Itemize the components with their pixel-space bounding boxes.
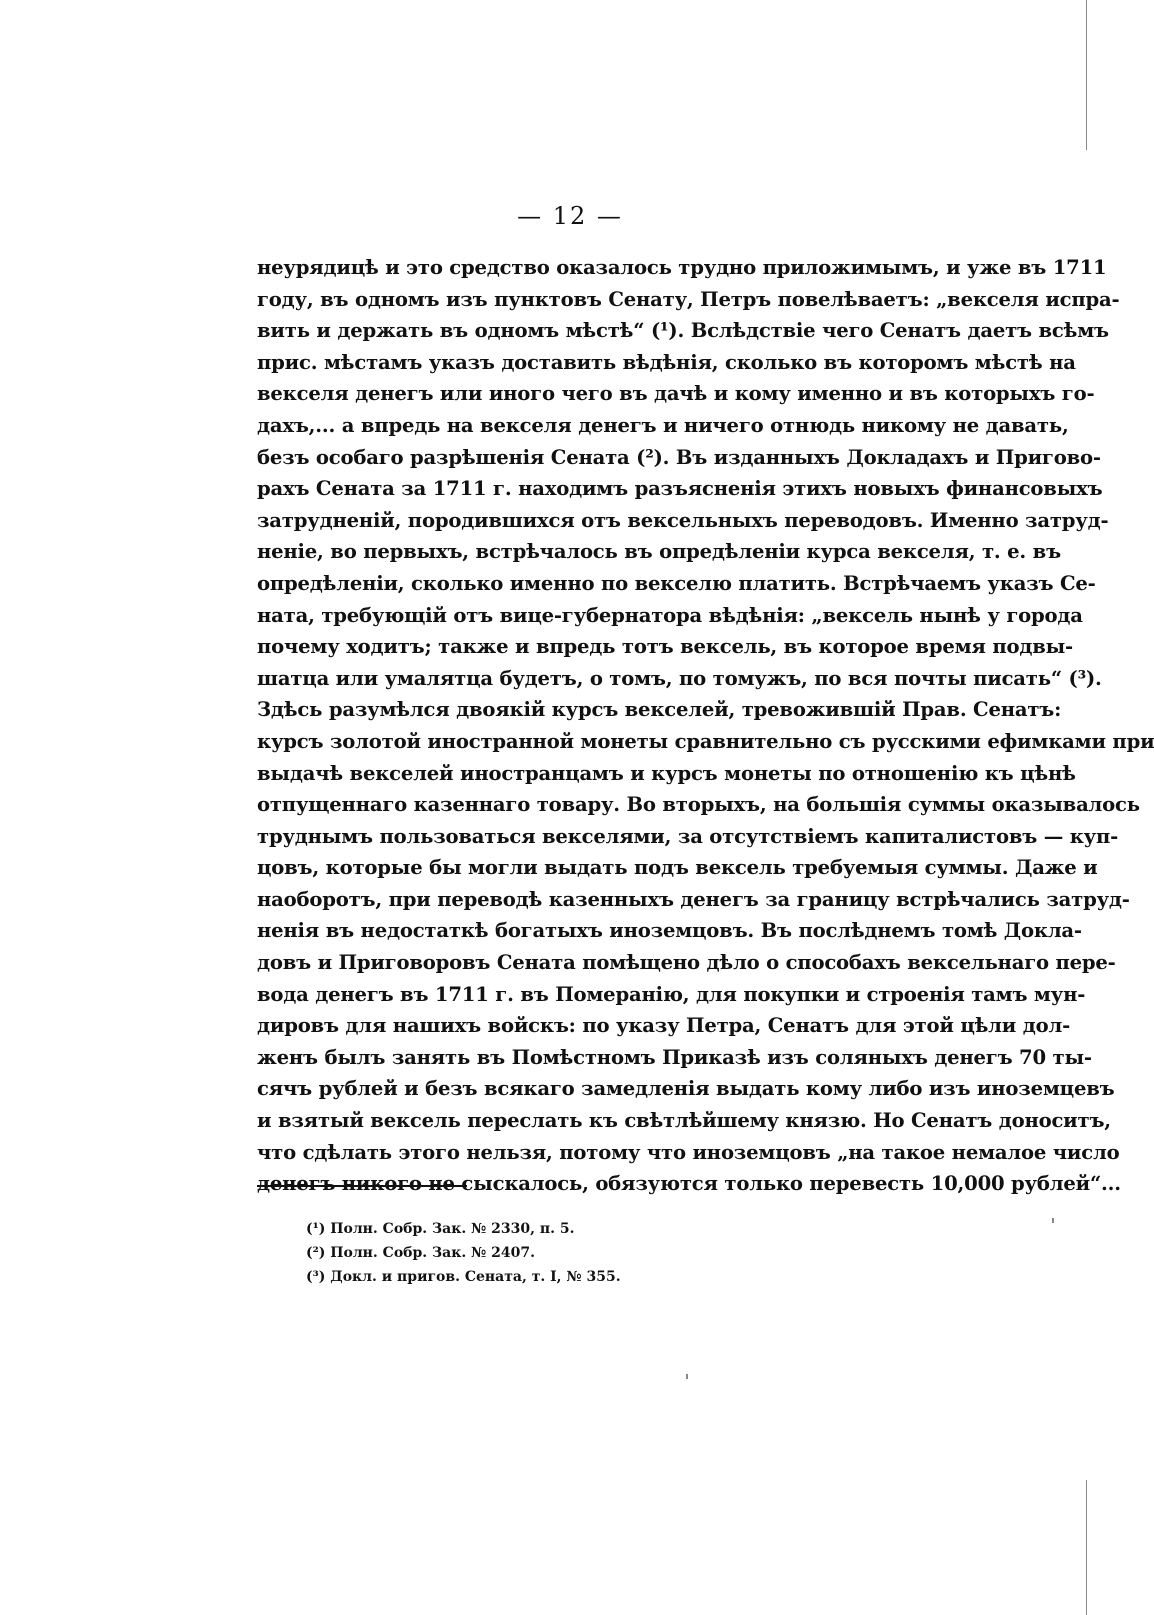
body-text bbox=[257, 252, 1154, 1200]
body-line: ненія въ недостаткѣ богатыхъ иноземцовъ. Въ послѣднемъ томѣ Докла- bbox=[257, 919, 1082, 943]
body-line: что сдѣлать этого нельзя, потому что иноземцовъ „на такое немалое число bbox=[257, 1140, 1120, 1164]
body-line: и взятый вексель переслать къ свѣтлѣйшему князю. Но Сенатъ доноситъ, bbox=[257, 1109, 1111, 1133]
body-line: дировъ для нашихъ войскъ: по указу Петра, Сенатъ для этой цѣли дол- bbox=[257, 1014, 1071, 1038]
body-line: рахъ Сената за 1711 г. находимъ разъясненія этихъ новыхъ финансовыхъ bbox=[257, 477, 1103, 501]
scan-speck bbox=[686, 1374, 688, 1379]
body-line: неурядицѣ и это средство оказалось трудно приложимымъ, и уже въ 1711 bbox=[257, 256, 1107, 279]
body-line: сячъ рублей и безъ всякаго замедленія выдать кому либо изъ иноземцевъ bbox=[257, 1077, 1115, 1101]
page-number: — 12 — bbox=[517, 202, 623, 230]
scan-speck bbox=[1052, 1218, 1054, 1223]
body-line: наоборотъ, при переводѣ казенныхъ денегъ за границу встрѣчались затруд- bbox=[257, 887, 1130, 911]
footnote: (³) Докл. и пригов. Сената, т. I, № 355. bbox=[306, 1269, 621, 1285]
body-line: денегъ никого не сыскалось, обязуются только перевесть 10,000 рублей“... bbox=[257, 1172, 1121, 1196]
footnote: (²) Полн. Собр. Зак. № 2407. bbox=[306, 1245, 535, 1261]
body-line: вить и держать въ одномъ мѣстѣ“ (¹). Вслѣдствіе чего Сенатъ даетъ всѣмъ bbox=[257, 319, 1109, 343]
body-line: выдачѣ векселей иностранцамъ и курсъ монеты по отношенію къ цѣнѣ bbox=[257, 761, 1076, 785]
body-line: неніе, во первыхъ, встрѣчалось въ опредѣленіи курса векселя, т. е. въ bbox=[257, 540, 1061, 564]
body-line: вода денегъ въ 1711 г. въ Померанію, для покупки и строенія тамъ мун- bbox=[257, 982, 1086, 1006]
body-line: цовъ, которые бы могли выдать подъ вексель требуемыя суммы. Даже и bbox=[257, 856, 1098, 880]
body-line: прис. мѣстамъ указъ доставить вѣдѣнія, сколько въ которомъ мѣстѣ на bbox=[257, 350, 1076, 374]
body-line: довъ и Приговоровъ Сената помѣщено дѣло о способахъ вексельнаго пере- bbox=[257, 951, 1116, 975]
footnote-divider bbox=[257, 1185, 467, 1187]
body-line: труднымъ пользоваться векселями, за отсутствіемъ капиталистовъ — куп- bbox=[257, 824, 1119, 848]
body-line: году, въ одномъ изъ пунктовъ Сенату, Петръ повелѣваетъ: „векселя испра- bbox=[257, 287, 1120, 311]
body-line: безъ особаго разрѣшенія Сената (²). Въ изданныхъ Докладахъ и Пригово- bbox=[257, 445, 1101, 469]
body-line: почему ходитъ; также и впредь тотъ вексель, въ которое время подвы- bbox=[257, 635, 1073, 659]
body-line: отпущеннаго казеннаго товару. Во вторыхъ, на большія суммы оказывалось bbox=[257, 793, 1140, 817]
body-line: курсъ золотой иностранной монеты сравнительно съ русскими ефимками при bbox=[257, 729, 1154, 753]
body-line: ната, требующій отъ вице-губернатора вѣдѣнія: „вексель нынѣ у города bbox=[257, 603, 1083, 627]
scan-edge-mark bbox=[1086, 0, 1087, 150]
body-line: шатца или умалятца будетъ, о томъ, по томужъ, по вся почты писать“ (³). bbox=[257, 666, 1102, 690]
body-line: дахъ,... а впредь на векселя денегъ и ничего отнюдь никому не давать, bbox=[257, 413, 1069, 437]
body-line: затрудненій, породившихся отъ вексельныхъ переводовъ. Именно затруд- bbox=[257, 508, 1109, 532]
body-line: женъ былъ занять въ Помѣстномъ Приказѣ изъ соляныхъ денегъ 70 ты- bbox=[257, 1045, 1092, 1069]
scan-edge-mark bbox=[1086, 1480, 1087, 1615]
footnotes bbox=[306, 1217, 621, 1289]
body-line: векселя денегъ или иного чего въ дачѣ и кому именно и въ которыхъ го- bbox=[257, 382, 1095, 406]
body-line: опредѣленіи, сколько именно по векселю платить. Встрѣчаемъ указъ Се- bbox=[257, 571, 1096, 595]
body-line: Здѣсь разумѣлся двоякій курсъ векселей, тревожившій Прав. Сенатъ: bbox=[257, 698, 1062, 722]
footnote: (¹) Полн. Собр. Зак. № 2330, п. 5. bbox=[306, 1221, 575, 1237]
